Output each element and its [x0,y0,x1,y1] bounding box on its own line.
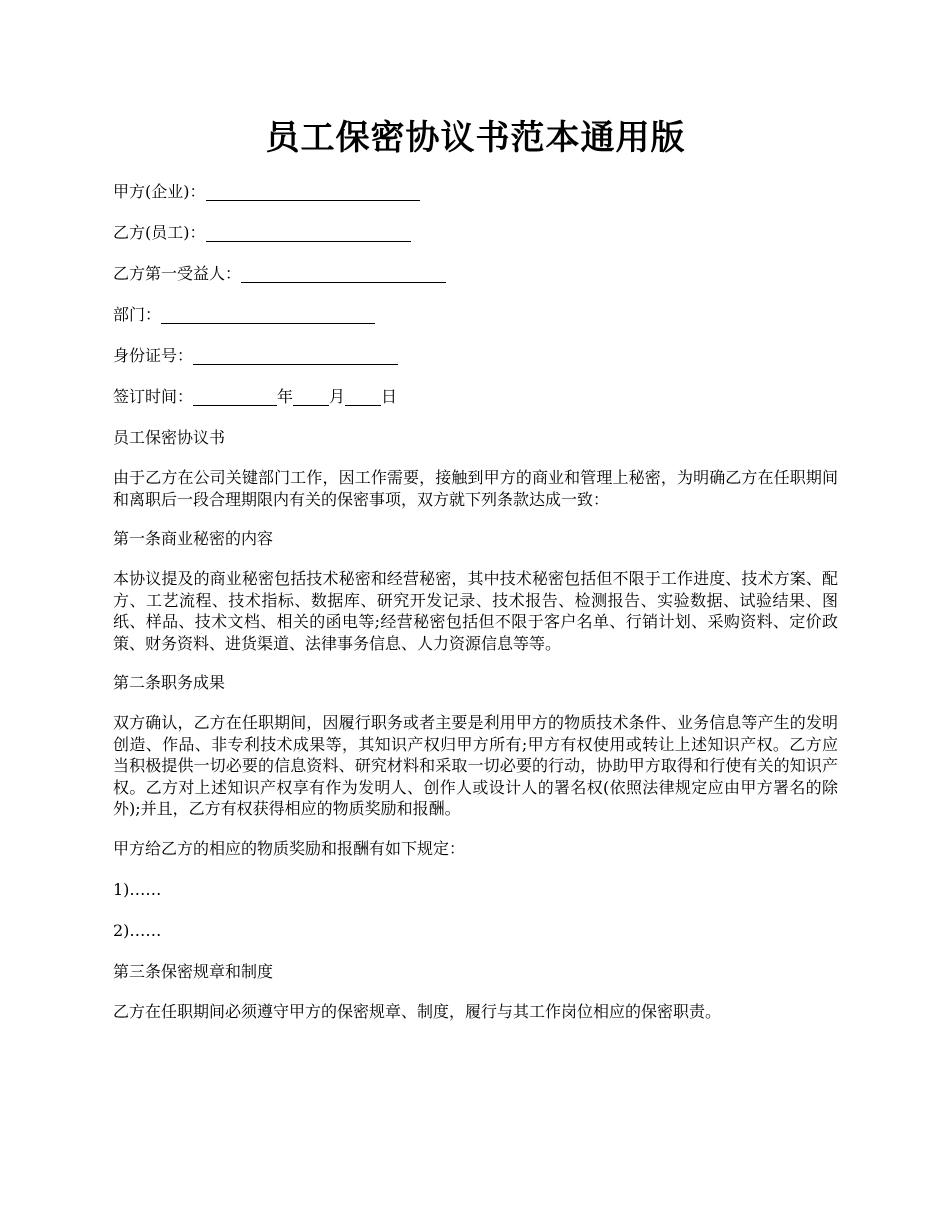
field-beneficiary-blank [241,281,446,283]
field-beneficiary-label: 乙方第一受益人： [113,264,242,283]
field-party-a [113,180,838,221]
field-day-label: 日 [381,387,398,406]
field-department-blank [161,322,375,324]
field-party-b [113,221,838,262]
field-id-number-label: 身份证号： [113,346,194,365]
article3-title: 第三条保密规章和制度 [113,961,274,981]
article1-body: 本协议提及的商业秘密包括技术秘密和经营秘密，其中技术秘密包括但不限于工作进度、技术方案、配方、工艺流程、技术指标、数据库、研究开发记录、技术报告、检测报告、实验数据、试验结果、图纸、样品、技术文档、相关的函电等;经营秘密包括但不限于客户名单、行销计划、采购资料、定价政策、财务资料、进货渠道、法律事务信息、人力资源信息等等。 [113,569,838,653]
list-item-2: 2)…… [113,920,162,940]
field-party-a-label: 甲方(企业)： [113,182,206,201]
agreement-body [113,426,838,1022]
article2-body: 双方确认，乙方在任职期间，因履行职务或者主要是利用甲方的物质技术条件、业务信息等产生的发明创造、作品、非专利技术成果等，其知识产权归甲方所有;甲方有权使用或转让上述知识产权。乙方应当积极提供一切必要的信息资料、研究材料和采取一切必要的行动，协助甲方取得和行使有关的知识产权。乙方对上述知识产权享有作为发明人、创作人或设计人的署名权(依照法律规定应由甲方署名的除外);并且，乙方有权获得相应的物质奖励和报酬。 [113,713,838,818]
list-item-1: 1)…… [113,879,162,899]
field-department-label: 部门： [113,305,162,324]
intro-paragraph: 由于乙方在公司关键部门工作，因工作需要，接触到甲方的商业和管理上秘密，为明确乙方在任职期间和离职后一段合理期限内有关的保密事项，双方就下列条款达成一致： [113,468,838,509]
field-department [113,303,838,344]
agreement-heading: 员工保密协议书 [113,428,226,447]
field-sign-time [113,385,838,426]
field-sign-time-label: 签订时间： [113,387,194,406]
document-title: 员工保密协议书范本通用版 [265,118,686,158]
field-party-b-blank [206,240,411,242]
field-id-number-blank [193,363,398,365]
field-month-label: 月 [329,387,346,406]
signature-fields [113,180,838,426]
field-day-blank [345,404,381,406]
article3-body: 乙方在任职期间必须遵守甲方的保密规章、制度，履行与其工作岗位相应的保密职责。 [113,1001,722,1021]
article2-title: 第二条职务成果 [113,673,226,692]
field-party-a-blank [206,199,420,201]
field-year-blank [193,404,277,406]
field-beneficiary [113,262,838,303]
field-year-label: 年 [277,387,294,406]
reward-rule: 甲方给乙方的相应的物质奖励和报酬有如下规定： [113,838,466,858]
article1-title: 第一条商业秘密的内容 [113,529,274,548]
field-month-blank [293,404,329,406]
field-id-number [113,344,838,385]
field-party-b-label: 乙方(员工)： [113,223,206,242]
